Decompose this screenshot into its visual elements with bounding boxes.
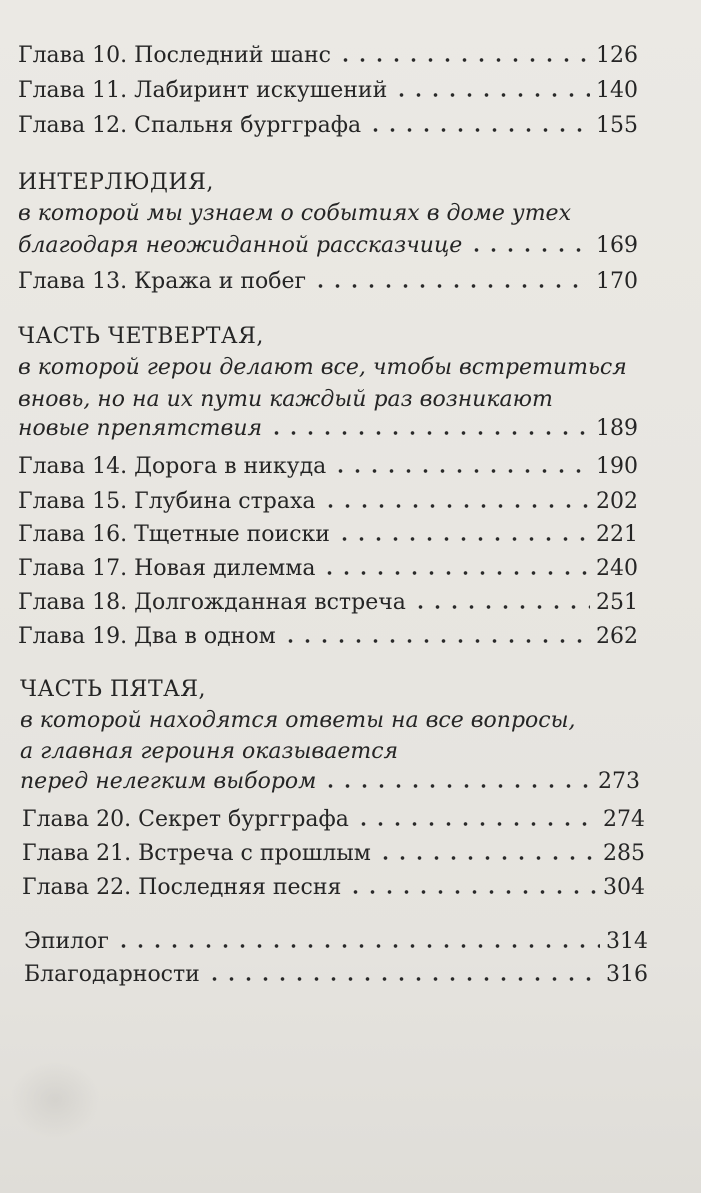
toc-entry[interactable] [18, 617, 638, 651]
toc-entry[interactable] [18, 515, 638, 549]
toc-entry-label: Глава 19. Два в одном [18, 624, 276, 649]
toc-entry-label: Глава 13. Кража и побег [18, 269, 307, 294]
toc-entry-page: 140 [596, 78, 638, 103]
toc-entry-label: Эпилог [24, 929, 109, 954]
toc-entry[interactable] [18, 447, 638, 481]
toc-entry-label: Глава 22. Последняя песня [22, 875, 342, 900]
toc-entry-page: 170 [596, 269, 638, 294]
leader-dots [412, 602, 590, 612]
toc-entry[interactable] [22, 868, 645, 902]
section-subtitle: новые препятствия [18, 416, 263, 441]
leader-dots [322, 781, 592, 791]
paper-shadow [10, 1060, 100, 1140]
section-subtitle: перед нелегким выбором [20, 769, 317, 794]
leader-dots [355, 819, 597, 829]
leader-dots [282, 636, 590, 646]
toc-entry-page: 304 [603, 875, 645, 900]
section-subtitle: а главная героиня оказывается [20, 739, 399, 764]
toc-entry-label: Глава 10. Последний шанс [18, 43, 331, 68]
leader-dots [115, 941, 600, 951]
leader-dots [377, 853, 597, 863]
toc-entry-label: Глава 15. Глубина страха [18, 489, 316, 514]
toc-entry[interactable] [18, 583, 638, 617]
toc-entry-page: 273 [598, 769, 640, 794]
section-subtitle: благодаря неожиданной рассказчице [18, 233, 463, 258]
toc-entry[interactable] [20, 762, 640, 796]
toc-entry-page: 316 [606, 962, 648, 987]
leader-dots [367, 125, 590, 135]
toc-entry-label: Глава 17. Новая дилемма [18, 556, 316, 581]
toc-entry-page: 314 [606, 929, 648, 954]
leader-dots [468, 245, 590, 255]
toc-entry-label: Глава 20. Секрет бургграфа [22, 807, 349, 832]
toc-entry-label: Глава 18. Долгожданная встреча [18, 590, 406, 615]
toc-entry[interactable] [18, 549, 638, 583]
toc-entry-page: 190 [596, 454, 638, 479]
leader-dots [268, 428, 590, 438]
toc-entry-page: 240 [596, 556, 638, 581]
toc-entry[interactable] [18, 106, 638, 140]
toc-entry[interactable] [18, 71, 638, 105]
toc-entry-page: 262 [596, 624, 638, 649]
toc-entry[interactable] [18, 409, 638, 443]
toc-entry[interactable] [22, 800, 645, 834]
toc-entry-page: 189 [596, 416, 638, 441]
toc-entry[interactable] [18, 262, 638, 296]
toc-entry[interactable] [18, 482, 638, 516]
section-subtitle: в которой мы узнаем о событиях в доме утех [18, 201, 571, 226]
toc-entry-page: 274 [603, 807, 645, 832]
leader-dots [332, 466, 590, 476]
toc-entry-label: Глава 21. Встреча с прошлым [22, 841, 371, 866]
section-heading: ЧАСТЬ ЧЕТВЕРТАЯ, [18, 324, 264, 349]
toc-entry-page: 251 [596, 590, 638, 615]
toc-entry-label: Благодарности [24, 962, 200, 987]
leader-dots [347, 887, 597, 897]
section-subtitle: в которой находятся ответы на все вопросы, [20, 708, 576, 733]
toc-entry-page: 221 [596, 522, 638, 547]
leader-dots [312, 281, 590, 291]
toc-entry-page: 169 [596, 233, 638, 258]
toc-entry-label: Глава 12. Спальня бургграфа [18, 113, 362, 138]
leader-dots [206, 974, 600, 984]
toc-entry-page: 155 [596, 113, 638, 138]
leader-dots [337, 55, 590, 65]
leader-dots [322, 501, 590, 511]
toc-entry-label: Глава 16. Тщетные поиски [18, 522, 330, 547]
section-heading: ЧАСТЬ ПЯТАЯ, [20, 677, 207, 702]
leader-dots [321, 568, 590, 578]
toc-entry[interactable] [18, 36, 638, 70]
toc-entry[interactable] [22, 834, 645, 868]
section-heading: ИНТЕРЛЮДИЯ, [18, 170, 214, 195]
toc-entry-label: Глава 11. Лабиринт искушений [18, 78, 388, 103]
toc-entry[interactable] [18, 226, 638, 260]
toc-entry-page: 126 [596, 43, 638, 68]
leader-dots [336, 534, 590, 544]
leader-dots [393, 90, 590, 100]
toc-entry-page: 285 [603, 841, 645, 866]
toc-entry-page: 202 [596, 489, 638, 514]
toc-entry-label: Глава 14. Дорога в никуда [18, 454, 327, 479]
section-subtitle: вновь, но на их пути каждый раз возникают [18, 387, 553, 412]
section-subtitle: в которой герои делают все, чтобы встретиться [18, 355, 627, 380]
toc-entry[interactable] [24, 922, 648, 956]
toc-entry[interactable] [24, 955, 648, 989]
